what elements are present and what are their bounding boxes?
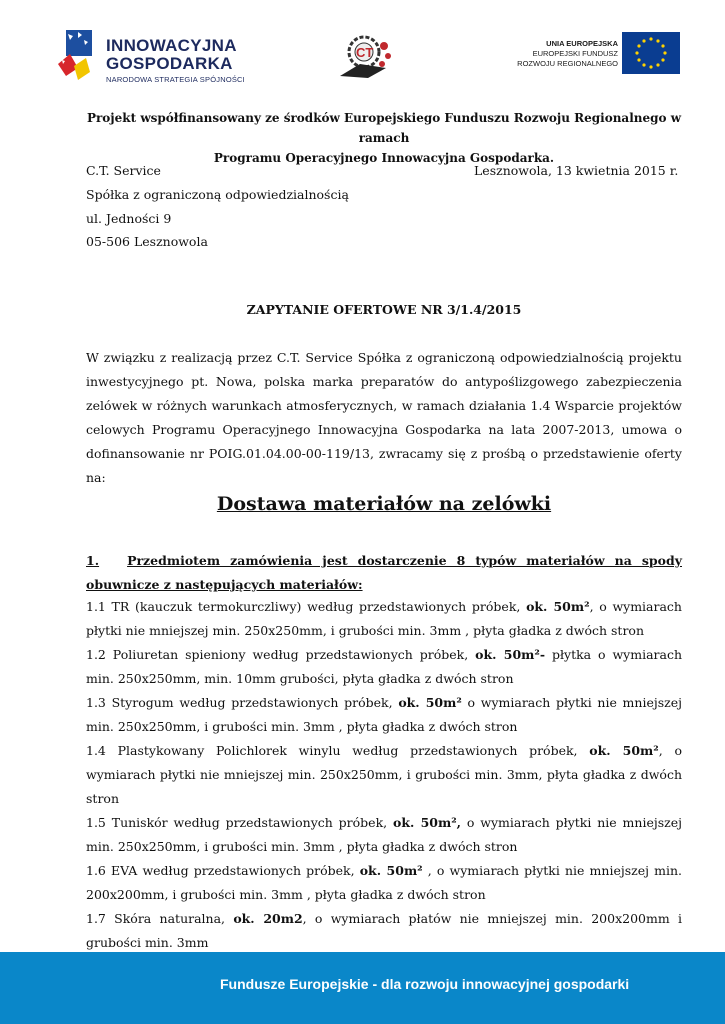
list-item: 1.3 Styrogum według przedstawionych próbek, ok. 50m² o wymiarach płytki nie mniejszej min. 250x250mm, i grubości min. 3mm , płyta gładka z dwóch stron (86, 695, 682, 734)
list-item: 1.6 EVA według przedstawionych próbek, ok. 50m² , o wymiarach płytki nie mniejszej min. 200x200mm, i grubości min. 3mm , płyta gładka z dwóch stron (86, 863, 683, 902)
sender-company: Spółka z ograniczoną odpowiedzialnością (86, 187, 349, 202)
section-heading-text: Przedmiotem zamówienia jest dostarczenie 8 typów materiałów na spody obuwnicze z następujących materiałów: (86, 553, 682, 592)
letter-date: Lesznowola, 13 kwietnia 2015 r. (474, 163, 679, 178)
sender-city: 05-506 Lesznowola (86, 234, 208, 249)
list-item: 1.4 Plastykowany Polichlorek winylu według przedstawionych próbek, ok. 50m², o wymiarach płytki nie mniejszej min. 250x250mm, i grubości min. 3mm, płyta gładka z dwóch stron (86, 743, 682, 806)
list-item: 1.1 TR (kauczuk termokurczliwy) według przedstawionych próbek, ok. 50m², o wymiarach płytki nie mniejszej min. 250x250mm, i grubości min. 3mm , płyta gładka z dwóch stron (86, 599, 682, 638)
eu-fund-text (517, 39, 618, 69)
list-item: 1.2 Poliuretan spieniony według przedstawionych próbek, ok. 50m²- płytka o wymiarach min. 250x250mm, min. 10mm grubości, płyta gładka z dwóch stron (86, 647, 683, 686)
eu-line-rozwoju: ROZWOJU REGIONALNEGO (517, 59, 618, 68)
svg-text:CT: CT (356, 45, 374, 60)
logo-line-innowacyjna: INNOWACYJNA (106, 36, 237, 55)
intro-paragraph: W związku z realizacją przez C.T. Service Spółka z ograniczoną odpowiedzialnością projektu inwestycyjnego pt. Nowa, polska marka preparatów do antypoślizgowego zabezpieczenia zelówek w różnych warunkach atmosferycznych, w ramach działania 1.4 Wsparcie projektów celowych Programu Operacyjnego Innowacyjna Gospodarka na lata 2007-2013, umowa o dofinansowanie nr POIG.01.04.00-00-119/13, zwracamy się z prośbą o przedstawienie oferty na: (86, 350, 682, 485)
cofunding-notice (86, 108, 682, 168)
materials-list (86, 595, 682, 955)
eu-flag-icon (622, 32, 680, 74)
section-heading (86, 549, 682, 597)
page-header (0, 0, 725, 100)
cofunding-line-2: Programu Operacyjnego Innowacyjna Gospodarka. (213, 151, 555, 165)
ct-service-logo-icon (338, 34, 394, 82)
section-number: 1. (86, 553, 100, 568)
sender-name: C.T. Service (86, 163, 161, 178)
list-item: 1.5 Tuniskór według przedstawionych próbek, ok. 50m², o wymiarach płytki nie mniejszej min. 250x250mm, i grubości min. 3mm , płyta gładka z dwóch stron (86, 815, 682, 854)
sender-street: ul. Jedności 9 (86, 211, 172, 226)
logo-line-gospodarka: GOSPODARKA (106, 54, 233, 73)
footer-slogan: Fundusze Europejskie - dla rozwoju innowacyjnej gospodarki (220, 976, 630, 992)
eu-line-fundusz: EUROPEJSKI FUNDUSZ (532, 49, 618, 58)
eu-line-unia: UNIA EUROPEJSKA (546, 39, 618, 48)
inquiry-reference: ZAPYTANIE OFERTOWE NR 3/1.4/2015 (246, 302, 522, 317)
cofunding-line-1: Projekt współfinansowany ze środków Europejskiego Funduszu Rozwoju Regionalnego w ramach (86, 111, 682, 145)
list-item: 1.7 Skóra naturalna, ok. 20m2, o wymiarach płatów nie mniejszej min. 200x200mm i grubości min. 3mm (86, 911, 682, 950)
innowacyjna-gospodarka-mark-icon (56, 24, 100, 88)
footer-band (0, 952, 725, 1024)
innowacyjna-gospodarka-logo (56, 24, 256, 88)
eu-regional-fund-logo (500, 32, 680, 78)
document-title: Dostawa materiałów na zelówki (216, 493, 552, 515)
logo-line-strategia: NARODOWA STRATEGIA SPÓJNOŚCI (106, 75, 245, 84)
